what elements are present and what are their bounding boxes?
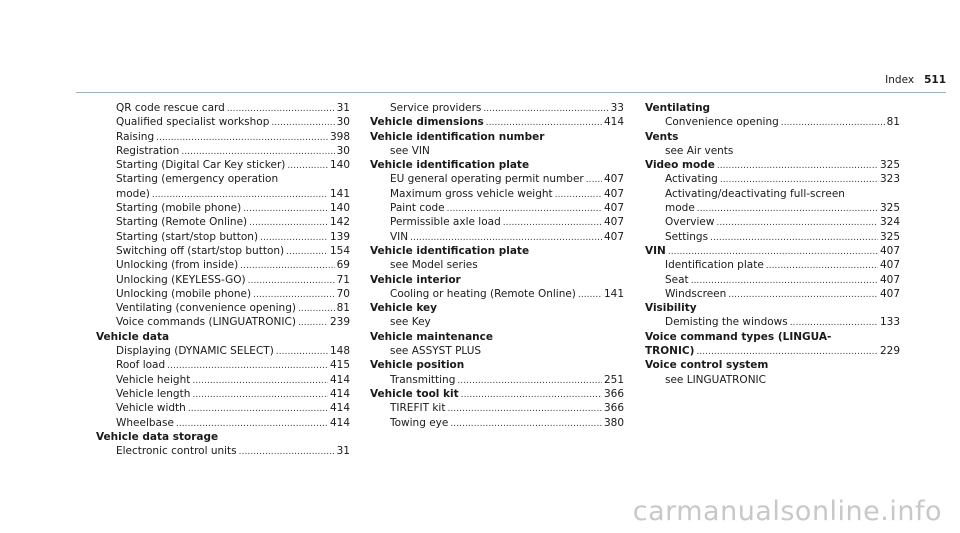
page-reference: 33 <box>610 102 624 114</box>
entry-text: see Model series <box>390 259 478 272</box>
page-reference: 380 <box>603 416 624 429</box>
leader-dots <box>276 344 328 358</box>
leader-dots <box>766 258 878 272</box>
page-reference: 407 <box>879 259 900 272</box>
index-entry <box>645 215 900 229</box>
page-reference: 71 <box>336 273 350 286</box>
entry-text: Unlocking (mobile phone) <box>116 287 252 300</box>
index-entry <box>96 301 350 315</box>
entry-text: Seat <box>665 273 689 286</box>
leader-dots <box>253 287 335 301</box>
entry-text: TRONIC) <box>645 345 695 358</box>
index-entry <box>96 287 350 301</box>
leader-dots <box>696 344 878 358</box>
entry-text: Convenience opening <box>665 116 779 129</box>
leader-dots <box>298 315 328 329</box>
leader-dots <box>287 158 328 172</box>
entry-text: see Key <box>390 316 431 329</box>
index-entry <box>370 258 624 272</box>
index-entry <box>645 273 900 287</box>
page-reference: 407 <box>879 244 900 257</box>
index-entry <box>370 344 624 358</box>
entry-text: Vehicle identification plate <box>370 159 530 172</box>
entry-text: Video mode <box>645 159 715 172</box>
entry-text: Unlocking (KEYLESS-GO) <box>116 273 246 286</box>
leader-dots <box>447 401 602 415</box>
entry-text: Visibility <box>645 302 697 315</box>
index-heading <box>370 330 624 344</box>
leader-dots <box>227 101 335 115</box>
entry-text: Displaying (DYNAMIC SELECT) <box>116 345 274 358</box>
entry-text: Vehicle identification number <box>370 130 545 143</box>
leader-dots <box>260 230 328 244</box>
index-heading <box>370 273 624 287</box>
index-heading <box>645 344 900 358</box>
index-entry <box>96 273 350 287</box>
index-entry <box>370 187 624 201</box>
leader-dots <box>717 158 878 172</box>
entry-text: EU general operating permit number <box>390 173 584 186</box>
entry-text: Transmitting <box>390 373 456 386</box>
page-reference: 407 <box>603 230 624 243</box>
entry-text: mode) <box>116 187 150 200</box>
page-reference: 323 <box>879 173 900 186</box>
entry-text: Starting (Digital Car Key sticker) <box>116 159 286 172</box>
leader-dots <box>271 115 334 129</box>
leader-dots <box>192 373 328 387</box>
leader-dots <box>286 244 328 258</box>
index-entry <box>96 344 350 358</box>
leader-dots <box>728 287 878 301</box>
index-column-1 <box>96 101 350 458</box>
page-reference: 133 <box>879 316 900 329</box>
leader-dots <box>181 144 334 158</box>
leader-dots <box>243 201 328 215</box>
entry-text: Roof load <box>116 359 166 372</box>
page-reference: 69 <box>336 259 350 272</box>
entry-text: Vents <box>645 130 679 143</box>
page-reference: 407 <box>879 287 900 300</box>
leader-dots <box>483 101 608 115</box>
index-heading <box>645 301 900 315</box>
entry-text: Wheelbase <box>116 416 174 429</box>
entry-text: see LINGUATRONIC <box>665 373 766 386</box>
leader-dots <box>710 230 878 244</box>
page-reference: 229 <box>879 345 900 358</box>
page-reference: 325 <box>879 159 900 172</box>
entry-text: Activating <box>665 173 718 186</box>
leader-dots <box>781 115 885 129</box>
entry-text: see Air vents <box>665 144 734 157</box>
index-entry <box>96 315 350 329</box>
entry-text: Voice command types (LINGUA- <box>645 330 832 343</box>
index-entry <box>370 373 624 387</box>
index-heading <box>645 158 900 172</box>
index-entry <box>96 416 350 430</box>
leader-dots <box>188 401 328 415</box>
index-entry <box>96 387 350 401</box>
entry-text: Vehicle position <box>370 359 465 372</box>
entry-text: Vehicle identification plate <box>370 244 530 257</box>
leader-dots <box>691 273 878 287</box>
entry-text: Vehicle dimensions <box>370 116 484 129</box>
leader-dots <box>457 373 602 387</box>
page-reference: 407 <box>603 202 624 215</box>
leader-dots <box>249 215 328 229</box>
section-title: Index <box>885 74 915 86</box>
index-entry <box>96 201 350 215</box>
index-heading <box>370 301 624 315</box>
index-entry <box>645 187 900 201</box>
index-entry <box>370 215 624 229</box>
index-entry <box>645 315 900 329</box>
index-entry <box>96 172 350 186</box>
entry-text: Vehicle tool kit <box>370 387 459 400</box>
page-reference: 414 <box>329 387 350 400</box>
page-reference: 142 <box>329 216 350 229</box>
leader-dots <box>578 287 602 301</box>
index-heading <box>370 387 624 401</box>
index-entry <box>96 187 350 201</box>
page-reference: 30 <box>336 116 350 129</box>
entry-text: Settings <box>665 230 709 243</box>
entry-text: Vehicle maintenance <box>370 330 493 343</box>
index-entry <box>645 230 900 244</box>
entry-text: Unlocking (from inside) <box>116 259 239 272</box>
index-column-2 <box>370 101 624 430</box>
leader-dots <box>720 172 878 186</box>
index-entry <box>96 373 350 387</box>
page-reference: 31 <box>336 445 350 458</box>
entry-text: Activating/deactivating full-screen <box>665 187 845 200</box>
entry-text: Voice commands (LINGUATRONIC) <box>116 316 296 329</box>
index-heading <box>370 158 624 172</box>
leader-dots <box>668 244 878 258</box>
page-reference: 70 <box>336 287 350 300</box>
entry-text: Vehicle length <box>116 387 191 400</box>
page-reference: 414 <box>329 416 350 429</box>
entry-text: QR code rescue card <box>116 102 225 114</box>
entry-text: Overview <box>665 216 715 229</box>
index-heading <box>96 430 350 444</box>
index-entry <box>96 215 350 229</box>
page-reference: 407 <box>603 187 624 200</box>
index-heading <box>370 244 624 258</box>
page-reference: 139 <box>329 230 350 243</box>
entry-text: Qualified specialist workshop <box>116 116 270 129</box>
index-entry <box>96 101 350 115</box>
leader-dots <box>486 115 602 129</box>
index-heading <box>96 330 350 344</box>
page-reference: 325 <box>879 202 900 215</box>
index-heading <box>370 130 624 144</box>
page-reference: 325 <box>879 230 900 243</box>
index-entry <box>370 230 624 244</box>
index-entry <box>645 144 900 158</box>
entry-text: see VIN <box>390 144 430 157</box>
entry-text: Paint code <box>390 202 445 215</box>
page-reference: 414 <box>603 116 624 129</box>
entry-text: Cooling or heating (Remote Online) <box>390 287 576 300</box>
index-entry <box>96 401 350 415</box>
index-heading <box>645 358 900 372</box>
index-entry <box>96 230 350 244</box>
index-entry <box>645 287 900 301</box>
entry-text: VIN <box>390 230 409 243</box>
leader-dots <box>447 201 602 215</box>
leader-dots <box>167 358 328 372</box>
leader-dots <box>716 215 878 229</box>
leader-dots <box>503 215 602 229</box>
entry-text: Maximum gross vehicle weight <box>390 187 553 200</box>
index-entry <box>370 101 624 115</box>
entry-text: Starting (emergency operation <box>116 173 279 186</box>
entry-text: Service providers <box>390 102 482 114</box>
entry-text: Vehicle key <box>370 302 438 315</box>
page-reference: 30 <box>336 144 350 157</box>
page-reference: 366 <box>603 387 624 400</box>
index-heading <box>645 130 900 144</box>
entry-text: Vehicle data <box>96 330 170 343</box>
index-entry <box>645 172 900 186</box>
entry-text: Switching off (start/stop button) <box>116 244 285 257</box>
entry-text: mode <box>665 202 695 215</box>
page-reference: 140 <box>329 202 350 215</box>
entry-text: Identification plate <box>665 259 764 272</box>
index-entry <box>96 158 350 172</box>
page-reference: 407 <box>879 273 900 286</box>
leader-dots <box>697 201 878 215</box>
header-rule <box>76 92 946 93</box>
index-entry <box>370 287 624 301</box>
entry-text: Registration <box>116 144 180 157</box>
entry-text: Vehicle width <box>116 402 186 415</box>
page-reference: 148 <box>329 345 350 358</box>
index-heading <box>370 115 624 129</box>
index-entry <box>645 201 900 215</box>
index-entry <box>96 258 350 272</box>
page-reference: 239 <box>329 316 350 329</box>
page-reference: 414 <box>329 373 350 386</box>
page-reference: 141 <box>329 187 350 200</box>
index-entry <box>96 358 350 372</box>
leader-dots <box>240 258 334 272</box>
entry-text: Vehicle height <box>116 373 191 386</box>
entry-text: Towing eye <box>390 416 449 429</box>
entry-text: Starting (Remote Online) <box>116 216 248 229</box>
page-reference: 31 <box>336 102 350 114</box>
index-entry <box>370 315 624 329</box>
index-entry <box>370 172 624 186</box>
leader-dots <box>461 387 602 401</box>
entry-text: Windscreen <box>665 287 727 300</box>
entry-text: Electronic control units <box>116 445 237 458</box>
leader-dots <box>586 172 602 186</box>
page-reference: 415 <box>329 359 350 372</box>
watermark: carmanualsonline.info <box>632 496 942 527</box>
leader-dots <box>152 187 328 201</box>
leader-dots <box>790 315 878 329</box>
index-heading <box>645 330 900 344</box>
entry-text: Ventilating (convenience opening) <box>116 302 296 315</box>
entry-text: Starting (start/stop button) <box>116 230 259 243</box>
page-header <box>885 74 946 86</box>
index-entry <box>370 201 624 215</box>
index-heading <box>370 358 624 372</box>
page-reference: 154 <box>329 244 350 257</box>
page-reference: 141 <box>603 287 624 300</box>
entry-text: see ASSYST PLUS <box>390 345 482 358</box>
index-heading <box>645 244 900 258</box>
page-reference: 81 <box>886 116 900 129</box>
index-entry <box>96 115 350 129</box>
entry-text: Voice control system <box>645 359 769 372</box>
leader-dots <box>298 301 335 315</box>
leader-dots <box>176 416 328 430</box>
page-reference: 324 <box>879 216 900 229</box>
index-entry <box>370 416 624 430</box>
entry-text: Permissible axle load <box>390 216 501 229</box>
index-entry <box>96 144 350 158</box>
leader-dots <box>239 444 335 458</box>
page-reference: 407 <box>603 216 624 229</box>
page-reference: 81 <box>336 302 350 315</box>
entry-text: Ventilating <box>645 102 711 114</box>
page-reference: 251 <box>603 373 624 386</box>
index-entry <box>96 130 350 144</box>
entry-text: TIREFIT kit <box>390 402 446 415</box>
index-entry <box>370 144 624 158</box>
page-reference: 407 <box>603 173 624 186</box>
page-reference: 398 <box>329 130 350 143</box>
entry-text: Vehicle interior <box>370 273 461 286</box>
entry-text: Starting (mobile phone) <box>116 202 242 215</box>
entry-text: Demisting the windows <box>665 316 788 329</box>
entry-text: Raising <box>116 130 155 143</box>
index-heading <box>645 101 900 115</box>
leader-dots <box>192 387 328 401</box>
entry-text: Vehicle data storage <box>96 430 219 443</box>
page-reference: 140 <box>329 159 350 172</box>
page-reference: 414 <box>329 402 350 415</box>
index-entry <box>96 444 350 458</box>
index-entry <box>96 244 350 258</box>
index-entry <box>645 115 900 129</box>
leader-dots <box>450 416 602 430</box>
index-entry <box>645 258 900 272</box>
leader-dots <box>156 130 328 144</box>
leader-dots <box>410 230 602 244</box>
page-reference: 366 <box>603 402 624 415</box>
index-column-3 <box>645 101 900 387</box>
index-entry <box>370 401 624 415</box>
entry-text: VIN <box>645 244 666 257</box>
index-entry <box>645 373 900 387</box>
page-number: 511 <box>924 74 946 86</box>
leader-dots <box>555 187 602 201</box>
leader-dots <box>248 273 335 287</box>
